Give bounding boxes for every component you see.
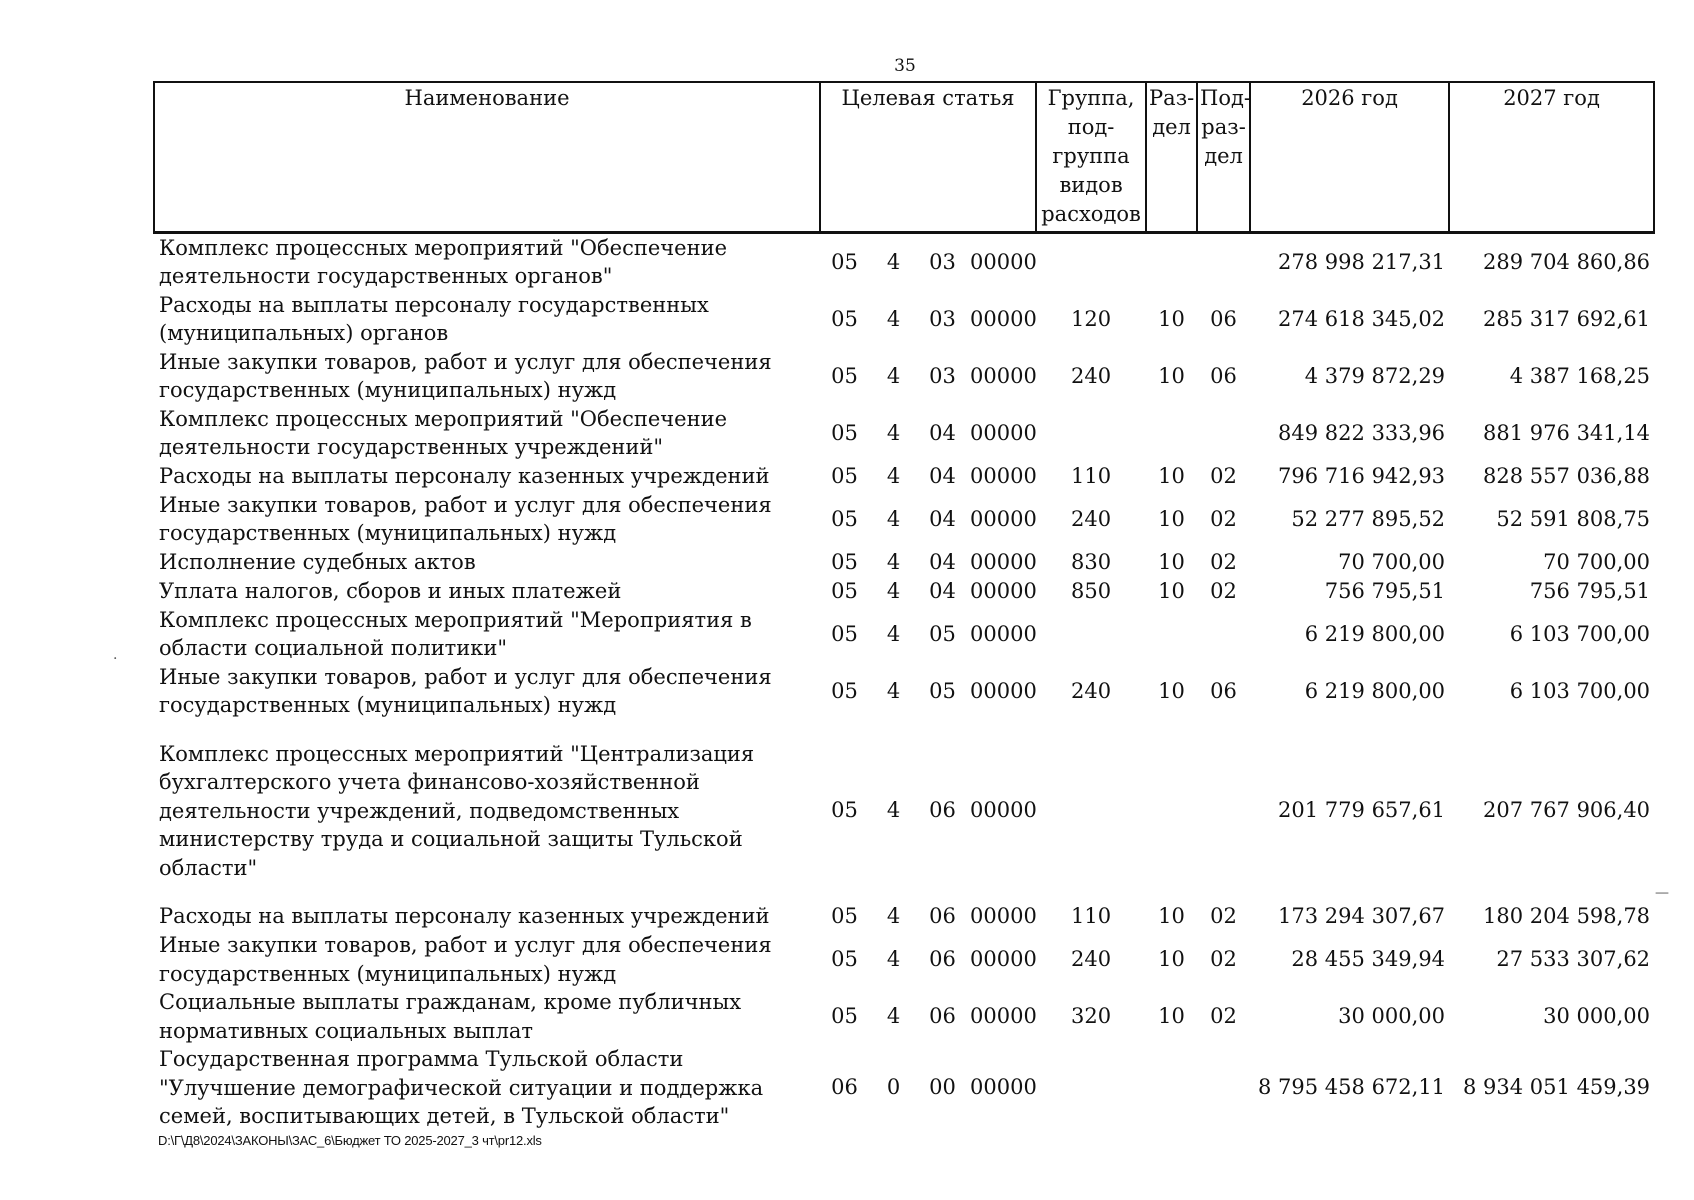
section: 10 bbox=[1158, 463, 1185, 488]
header-year-2026: 2026 год bbox=[1250, 82, 1449, 232]
row-name: Иные закупки товаров, работ и услуг для обеспечения государственных (муниципальных) нужд bbox=[159, 933, 772, 986]
section bbox=[1146, 720, 1197, 903]
row-name: Расходы на выплаты персоналу государственных (муниципальных) органов bbox=[159, 292, 709, 345]
section: 10 bbox=[1158, 947, 1185, 971]
subsection: 02 bbox=[1210, 549, 1237, 574]
amount-2027: 881 976 341,14 bbox=[1483, 420, 1651, 445]
expense-group: 240 bbox=[1071, 506, 1112, 531]
expense-group: 110 bbox=[1071, 463, 1112, 488]
row-name: Иные закупки товаров, работ и услуг для обеспечения государственных (муниципальных) нужд bbox=[159, 492, 772, 545]
amount-2027: 8 934 051 459,39 bbox=[1463, 1075, 1651, 1100]
target-code-3: 03 bbox=[929, 249, 956, 274]
expense-group: 240 bbox=[1071, 678, 1112, 703]
table-row bbox=[154, 548, 1654, 577]
amount-2026: 52 277 895,52 bbox=[1291, 506, 1446, 531]
target-code-4: 00000 bbox=[970, 306, 1037, 331]
row-name: Комплекс процессных мероприятий "Мероприятия в области социальной политики" bbox=[159, 607, 752, 660]
target-code-1: 05 bbox=[831, 947, 858, 971]
target-code-3: 05 bbox=[929, 621, 956, 646]
section bbox=[1146, 405, 1197, 462]
expense-group: 240 bbox=[1071, 363, 1112, 388]
section bbox=[1146, 606, 1197, 663]
amount-2027: 70 700,00 bbox=[1543, 549, 1651, 574]
target-code-1: 05 bbox=[831, 463, 858, 488]
amount-2026: 756 795,51 bbox=[1324, 578, 1446, 603]
target-code-3: 06 bbox=[929, 904, 956, 928]
row-name: Социальные выплаты гражданам, кроме публичных нормативных социальных выплат bbox=[159, 990, 742, 1043]
target-code-1: 05 bbox=[831, 904, 858, 928]
table-row bbox=[154, 577, 1654, 606]
target-code-1: 05 bbox=[831, 363, 858, 388]
target-code-2: 4 bbox=[886, 549, 901, 574]
section: 10 bbox=[1158, 306, 1185, 331]
section: 10 bbox=[1158, 1004, 1185, 1028]
page-number: 35 bbox=[894, 56, 916, 76]
target-code-4: 00000 bbox=[970, 249, 1037, 274]
target-code-1: 05 bbox=[831, 621, 858, 646]
subsection: 02 bbox=[1210, 463, 1237, 488]
target-code-1: 05 bbox=[831, 678, 858, 703]
subsection: 06 bbox=[1210, 363, 1237, 388]
target-code-4: 00000 bbox=[970, 463, 1037, 488]
target-code-2: 4 bbox=[886, 578, 901, 603]
subsection: 02 bbox=[1210, 1004, 1237, 1028]
budget-table bbox=[153, 81, 1655, 1131]
target-code-1: 05 bbox=[831, 420, 858, 445]
file-path-footer: D:\Г\Д8\2024\ЗАКОНЫ\ЗАС_6\Бюджет ТО 2025-2027_3 чт\pr12.xls bbox=[158, 1133, 542, 1148]
expense-group bbox=[1036, 1045, 1146, 1131]
target-code-4: 00000 bbox=[970, 1004, 1037, 1028]
target-code-2: 4 bbox=[886, 420, 901, 445]
expense-group bbox=[1036, 232, 1146, 291]
stray-mark: · bbox=[113, 651, 118, 667]
table-row bbox=[154, 405, 1654, 462]
table-row bbox=[154, 1045, 1654, 1131]
amount-2027: 207 767 906,40 bbox=[1483, 798, 1651, 823]
target-code-1: 05 bbox=[831, 306, 858, 331]
subsection: 02 bbox=[1210, 947, 1237, 971]
row-name: Комплекс процессных мероприятий "Обеспечение деятельности государственных органов" bbox=[159, 235, 728, 288]
amount-2026: 6 219 800,00 bbox=[1304, 678, 1446, 703]
amount-2027: 289 704 860,86 bbox=[1483, 249, 1651, 274]
target-code-2: 4 bbox=[886, 904, 901, 928]
table-row bbox=[154, 931, 1654, 988]
table-row bbox=[154, 720, 1654, 903]
table-row bbox=[154, 348, 1654, 405]
row-name: Государственная программа Тульской области "Улучшение демографической ситуации и поддержка семей, воспитывающих детей, в Тульской области" bbox=[159, 1047, 764, 1128]
header-expense-group: Группа, под- группа видов расходов bbox=[1036, 82, 1146, 232]
expense-group: 830 bbox=[1071, 549, 1112, 574]
target-code-2: 4 bbox=[886, 1004, 901, 1028]
amount-2027: 285 317 692,61 bbox=[1483, 306, 1651, 331]
row-name: Иные закупки товаров, работ и услуг для обеспечения государственных (муниципальных) нужд bbox=[159, 349, 772, 402]
amount-2026: 849 822 333,96 bbox=[1278, 420, 1446, 445]
target-code-4: 00000 bbox=[970, 549, 1037, 574]
target-code-3: 00 bbox=[929, 1075, 956, 1100]
subsection bbox=[1197, 606, 1250, 663]
amount-2027: 30 000,00 bbox=[1543, 1004, 1651, 1028]
target-code-3: 04 bbox=[929, 578, 956, 603]
target-code-1: 05 bbox=[831, 578, 858, 603]
target-code-4: 00000 bbox=[970, 420, 1037, 445]
amount-2026: 274 618 345,02 bbox=[1278, 306, 1446, 331]
section: 10 bbox=[1158, 506, 1185, 531]
target-code-3: 03 bbox=[929, 363, 956, 388]
row-name: Исполнение судебных актов bbox=[159, 549, 476, 574]
target-code-3: 04 bbox=[929, 463, 956, 488]
header-subsection: Под- раз- дел bbox=[1197, 82, 1250, 232]
header-target-article: Целевая статья bbox=[820, 82, 1036, 232]
table-row bbox=[154, 291, 1654, 348]
target-code-2: 4 bbox=[886, 798, 901, 823]
amount-2026: 278 998 217,31 bbox=[1278, 249, 1446, 274]
amount-2027: 6 103 700,00 bbox=[1509, 678, 1651, 703]
amount-2027: 4 387 168,25 bbox=[1509, 363, 1651, 388]
expense-group bbox=[1036, 720, 1146, 903]
target-code-4: 00000 bbox=[970, 904, 1037, 928]
section: 10 bbox=[1158, 549, 1185, 574]
target-code-2: 4 bbox=[886, 506, 901, 531]
row-name: Расходы на выплаты персоналу казенных учреждений bbox=[159, 904, 770, 929]
target-code-1: 05 bbox=[831, 798, 858, 823]
target-code-2: 4 bbox=[886, 463, 901, 488]
amount-2026: 28 455 349,94 bbox=[1291, 947, 1446, 971]
target-code-1: 05 bbox=[831, 506, 858, 531]
section: 10 bbox=[1158, 678, 1185, 703]
target-code-2: 0 bbox=[886, 1075, 901, 1100]
section bbox=[1146, 232, 1197, 291]
header-year-2027: 2027 год bbox=[1449, 82, 1654, 232]
subsection bbox=[1197, 232, 1250, 291]
target-code-3: 04 bbox=[929, 420, 956, 445]
target-code-1: 05 bbox=[831, 1004, 858, 1028]
target-code-3: 05 bbox=[929, 678, 956, 703]
target-code-2: 4 bbox=[886, 621, 901, 646]
target-code-3: 04 bbox=[929, 549, 956, 574]
section bbox=[1146, 1045, 1197, 1131]
amount-2027: 180 204 598,78 bbox=[1483, 904, 1651, 928]
expense-group bbox=[1036, 405, 1146, 462]
target-code-2: 4 bbox=[886, 306, 901, 331]
row-name: Комплекс процессных мероприятий "Обеспечение деятельности государственных учреждений" bbox=[159, 406, 728, 459]
target-code-2: 4 bbox=[886, 947, 901, 971]
row-name: Комплекс процессных мероприятий "Централизация бухгалтерского учета финансово-хозяйственной деятельности учреждений, подведомственных министерству труда и социальной защиты Тульской области" bbox=[159, 741, 755, 880]
table-row bbox=[154, 606, 1654, 663]
amount-2026: 8 795 458 672,11 bbox=[1258, 1075, 1446, 1100]
target-code-4: 00000 bbox=[970, 947, 1037, 971]
amount-2026: 796 716 942,93 bbox=[1278, 463, 1446, 488]
amount-2026: 6 219 800,00 bbox=[1304, 621, 1446, 646]
amount-2027: 27 533 307,62 bbox=[1496, 947, 1651, 971]
target-code-2: 4 bbox=[886, 249, 901, 274]
subsection: 06 bbox=[1210, 678, 1237, 703]
table-body bbox=[154, 232, 1654, 1131]
amount-2026: 201 779 657,61 bbox=[1278, 798, 1446, 823]
header-section: Раз- дел bbox=[1146, 82, 1197, 232]
amount-2027: 6 103 700,00 bbox=[1509, 621, 1651, 646]
table-row bbox=[154, 232, 1654, 291]
target-code-3: 03 bbox=[929, 306, 956, 331]
expense-group bbox=[1036, 606, 1146, 663]
expense-group: 120 bbox=[1071, 306, 1112, 331]
section: 10 bbox=[1158, 904, 1185, 928]
table-row bbox=[154, 988, 1654, 1045]
table-row bbox=[154, 462, 1654, 491]
table-row bbox=[154, 491, 1654, 548]
row-name: Расходы на выплаты персоналу казенных учреждений bbox=[159, 463, 770, 488]
stray-mark: — bbox=[1655, 885, 1669, 901]
subsection bbox=[1197, 405, 1250, 462]
subsection: 02 bbox=[1210, 578, 1237, 603]
amount-2026: 70 700,00 bbox=[1338, 549, 1446, 574]
expense-group: 240 bbox=[1071, 947, 1112, 971]
row-name: Иные закупки товаров, работ и услуг для обеспечения государственных (муниципальных) нужд bbox=[159, 664, 772, 717]
target-code-2: 4 bbox=[886, 363, 901, 388]
expense-group: 320 bbox=[1071, 1004, 1112, 1028]
section: 10 bbox=[1158, 578, 1185, 603]
target-code-4: 00000 bbox=[970, 506, 1037, 531]
section: 10 bbox=[1158, 363, 1185, 388]
amount-2027: 828 557 036,88 bbox=[1483, 463, 1651, 488]
target-code-1: 06 bbox=[831, 1075, 858, 1100]
table-row bbox=[154, 663, 1654, 720]
target-code-4: 00000 bbox=[970, 1075, 1037, 1100]
subsection: 02 bbox=[1210, 904, 1237, 928]
subsection bbox=[1197, 720, 1250, 903]
subsection bbox=[1197, 1045, 1250, 1131]
target-code-4: 00000 bbox=[970, 798, 1037, 823]
header-name: Наименование bbox=[154, 82, 820, 232]
target-code-4: 00000 bbox=[970, 578, 1037, 603]
target-code-3: 06 bbox=[929, 1004, 956, 1028]
target-code-3: 06 bbox=[929, 798, 956, 823]
subsection: 06 bbox=[1210, 306, 1237, 331]
target-code-1: 05 bbox=[831, 249, 858, 274]
amount-2026: 4 379 872,29 bbox=[1304, 363, 1446, 388]
target-code-4: 00000 bbox=[970, 678, 1037, 703]
row-name: Уплата налогов, сборов и иных платежей bbox=[159, 578, 622, 603]
amount-2026: 173 294 307,67 bbox=[1278, 904, 1446, 928]
amount-2027: 756 795,51 bbox=[1529, 578, 1651, 603]
table-row bbox=[154, 902, 1654, 931]
amount-2027: 52 591 808,75 bbox=[1496, 506, 1651, 531]
expense-group: 110 bbox=[1071, 904, 1112, 928]
target-code-1: 05 bbox=[831, 549, 858, 574]
target-code-4: 00000 bbox=[970, 621, 1037, 646]
amount-2026: 30 000,00 bbox=[1338, 1004, 1446, 1028]
target-code-3: 06 bbox=[929, 947, 956, 971]
target-code-3: 04 bbox=[929, 506, 956, 531]
header-row bbox=[154, 82, 1654, 232]
expense-group: 850 bbox=[1071, 578, 1112, 603]
target-code-2: 4 bbox=[886, 678, 901, 703]
target-code-4: 00000 bbox=[970, 363, 1037, 388]
subsection: 02 bbox=[1210, 506, 1237, 531]
